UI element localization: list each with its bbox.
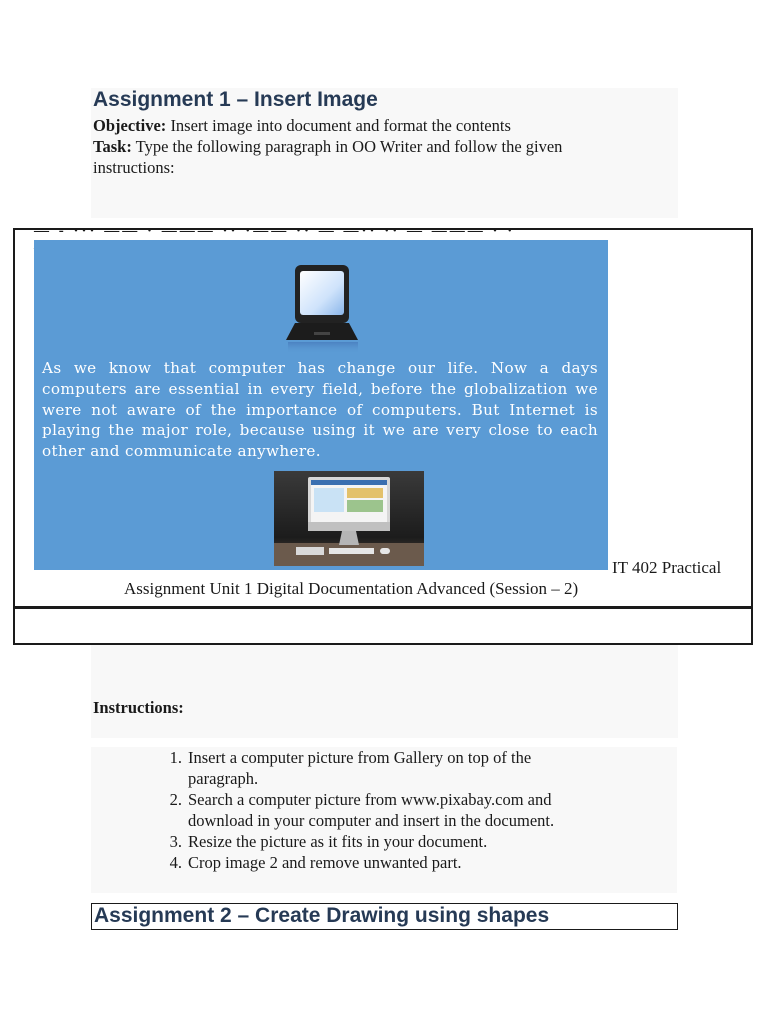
laptop-icon [284,262,364,356]
instructions-heading: Instructions: [93,698,184,717]
instructions-block [91,645,678,738]
instructions-list [91,747,677,893]
list-item: 3. Resize the picture as it fits in your document. [169,832,488,851]
objective-text: Insert image into document and format the contents [166,116,511,135]
caption-right: IT 402 Practical [612,558,722,577]
task-line [93,136,673,157]
list-item: 1. Insert a computer picture from Gallery on top of the paragraph. [169,748,532,788]
task-line-2: instructions: [93,158,175,177]
figure-paragraph: As we know that computer has change our life. Now a days computers are essential in every field, before the globalization we were not aware of the importance of computers. But Internet is playing the major role, because using it we are very close to each other and communicate anywhere. [42,359,598,461]
task-text: Type the following paragraph in OO Writer and follow the given [131,137,563,156]
desktop-computer-image [274,471,424,566]
objective-label: Objective: [93,116,167,135]
list-item: 2. Search a computer picture from www.pixabay.com and download in your computer and insert in the document. [169,790,555,830]
figure-table-empty-row [13,607,753,645]
caption-line: Assignment Unit 1 Digital Documentation Advanced (Session – 2) [124,579,579,598]
assignment1-title: Assignment 1 – Insert Image [93,88,378,111]
clipped-text-remnant: — - ··· —— · ——— ·· ·—— ·· — —·· ·· — ——— · · [34,223,516,239]
assignment2-title: Assignment 2 – Create Drawing using shapes [91,903,678,930]
task-label: Task: [93,137,132,156]
list-item: 4. Crop image 2 and remove unwanted part. [169,853,462,872]
objective-line [93,115,673,136]
